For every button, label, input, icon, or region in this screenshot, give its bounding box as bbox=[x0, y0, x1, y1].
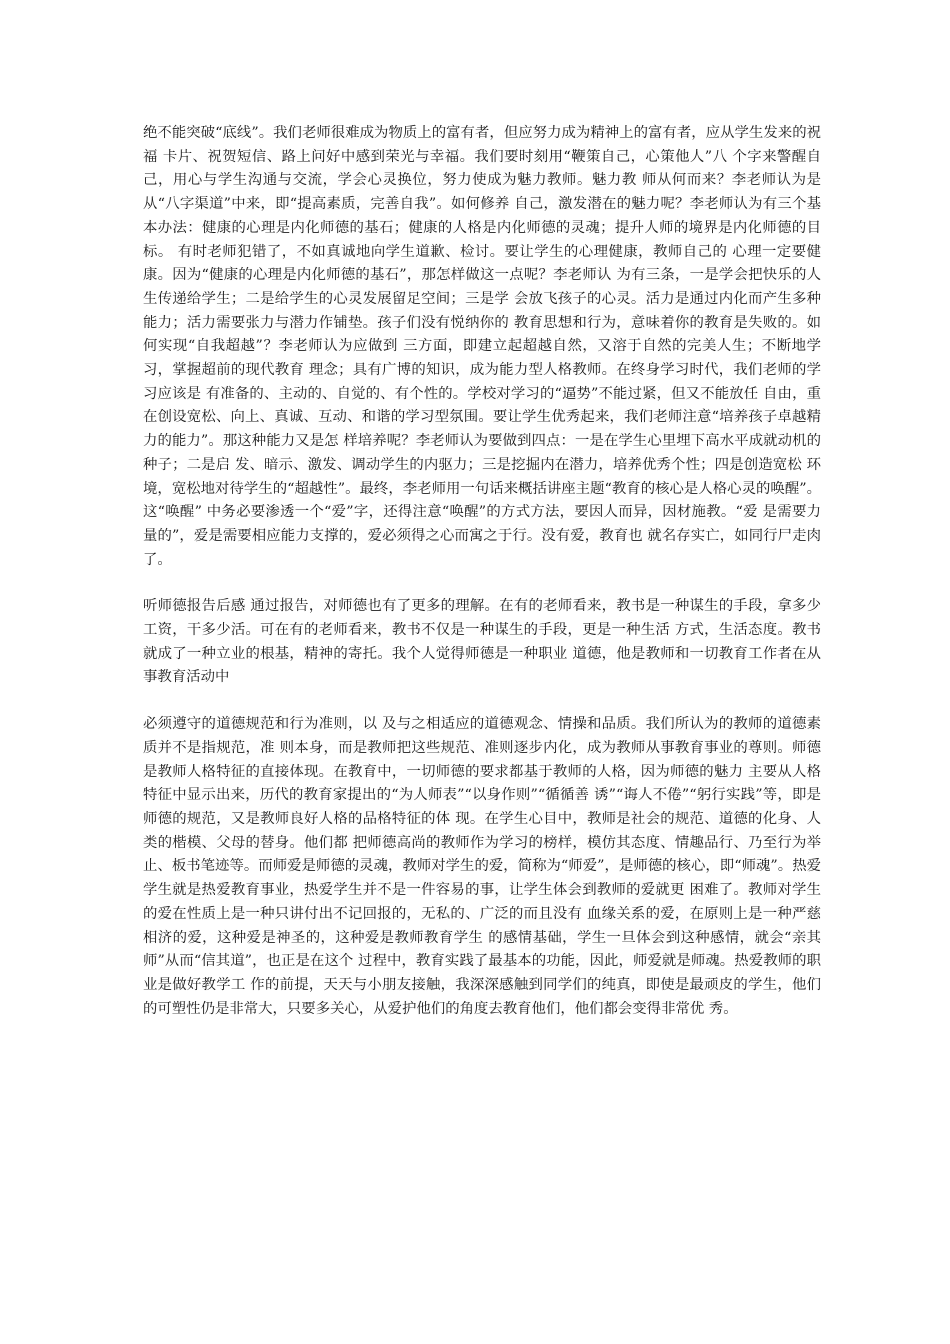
document-body bbox=[143, 122, 821, 1021]
paragraph-lecture-summary: 绝不能突破“底线”。我们老师很难成为物质上的富有者，但应努力成为精神上的富有者，应从学生发来的祝福 卡片、祝贺短信、路上问好中感到荣光与幸福。我们要时刻用“鞭策自己，心策他人”八 个字来警醒自己，用心与学生沟通与交流，学会心灵换位，努力使成为魅力教师。魅力教 师从何而来？李老师认为是从“八字渠道”中来，即“提高素质，完善自我”。如何修养 自己，激发潜在的魅力呢？李老师认为有三个基本办法：健康的心理是内化师德的基石；健康的人格是内化师德的灵魂；提升人师的境界是内化师德的目标。 有时老师犯错了，不如真诚地向学生道歉、检讨。要让学生的心理健康，教师自己的 心理一定要健康。因为“健康的心理是内化师德的基石”，那怎样做这一点呢？李老师认 为有三条，一是学会把快乐的人生传递给学生；二是给学生的心灵发展留足空间；三是学 会放飞孩子的心灵。活力是通过内化而产生多种能力；活力需要张力与潜力作铺垫。孩子们没有悦纳你的 教育思想和行为，意味着你的教育是失败的。如何实现“自我超越”？李老师认为应做到 三方面，即建立起超越自然，又溶于自然的完美人生；不断地学习，掌握超前的现代教育 理念；具有广博的知识，成为能力型人格教师。在终身学习时代，我们老师的学习应该是 有准备的、主动的、自觉的、有个性的。学校对学习的“逼势”不能过紧，但又不能放任 自由，重在创设宽松、向上、真诚、互动、和谐的学习型氛围。要让学生优秀起来，我们老师注意“培养孩子卓越精力的能力”。那这种能力又是怎 样培养呢？李老师认为要做到四点：一是在学生心里埋下高水平成就动机的种子；二是启 发、暗示、激发、调动学生的内驱力；三是挖掘内在潜力，培养优秀个性；四是创造宽松 环境，宽松地对待学生的“超越性”。最终，李老师用一句话来概括讲座主题“教育的核心是人格心灵的唤醒”。这“唤醒” 中务必要渗透一个“爱”字，还得注意“唤醒”的方式方法，要因人而异，因材施教。“爱 是需要力量的”，爱是需要相应能力支撑的，爱必须得之心而寓之于行。没有爱，教育也 就名存实亡，如同行尸走肉了。 bbox=[143, 125, 821, 568]
paragraph-report-reflection: 听师德报告后感 通过报告，对师德也有了更多的理解。在有的老师看来，教书是一种谋生的手段，拿多少工资，干多少活。可在有的老师看来，教书不仅是一种谋生的手段，更是一种生活 方式，生活态度。教书就成了一种立业的根基，精神的寄托。我个人觉得师德是一种职业 道德，他是教师和一切教育工作者在从事教育活动中 bbox=[143, 598, 821, 686]
paragraph-teacher-ethics: 必须遵守的道德规范和行为准则，以 及与之相适应的道德观念、情操和品质。我们所认为的教师的道德素质并不是指规范，准 则本身，而是教师把这些规范、准则逐步内化，成为教师从事教育事业的尊则。师德是教师人格特征的直接体现。在教育中，一切师德的要求都基于教师的人格，因为师德的魅力 主要从人格特征中显示出来，历代的教育家提出的“为人师表”“以身作则”“循循善 诱”“诲人不倦”“躬行实践”等，即是师德的规范，又是教师良好人格的品格特征的体 现。在学生心目中，教师是社会的规范、道德的化身、人类的楷模、父母的替身。他们都 把师德高尚的教师作为学习的榜样，模仿其态度、情趣品行、乃至行为举止、板书笔迹等。而师爱是师德的灵魂，教师对学生的爱，简称为“师爱”，是师德的核心，即“师魂”。热爱学生就是热爱教育事业，热爱学生并不是一件容易的事，让学生体会到教师的爱就更 困难了。教师对学生的爱在性质上是一种只讲付出不记回报的，无私的、广泛的而且没有 血缘关系的爱，在原则上是一种严慈相济的爱，这种爱是神圣的，这种爱是教师教育学生 的感情基础，学生一旦体会到这种感情，就会“亲其师”从而“信其道”，也正是在这个 过程中，教育实践了最基本的功能，因此，师爱就是师魂。热爱教师的职业是做好教学工 作的前提，天天与小朋友接触，我深深感触到同学们的纯真，即使是最顽皮的学生，他们 的可塑性仍是非常大，只要多关心，从爱护他们的角度去教育他们，他们都会变得非常优 秀。 bbox=[143, 716, 821, 1017]
